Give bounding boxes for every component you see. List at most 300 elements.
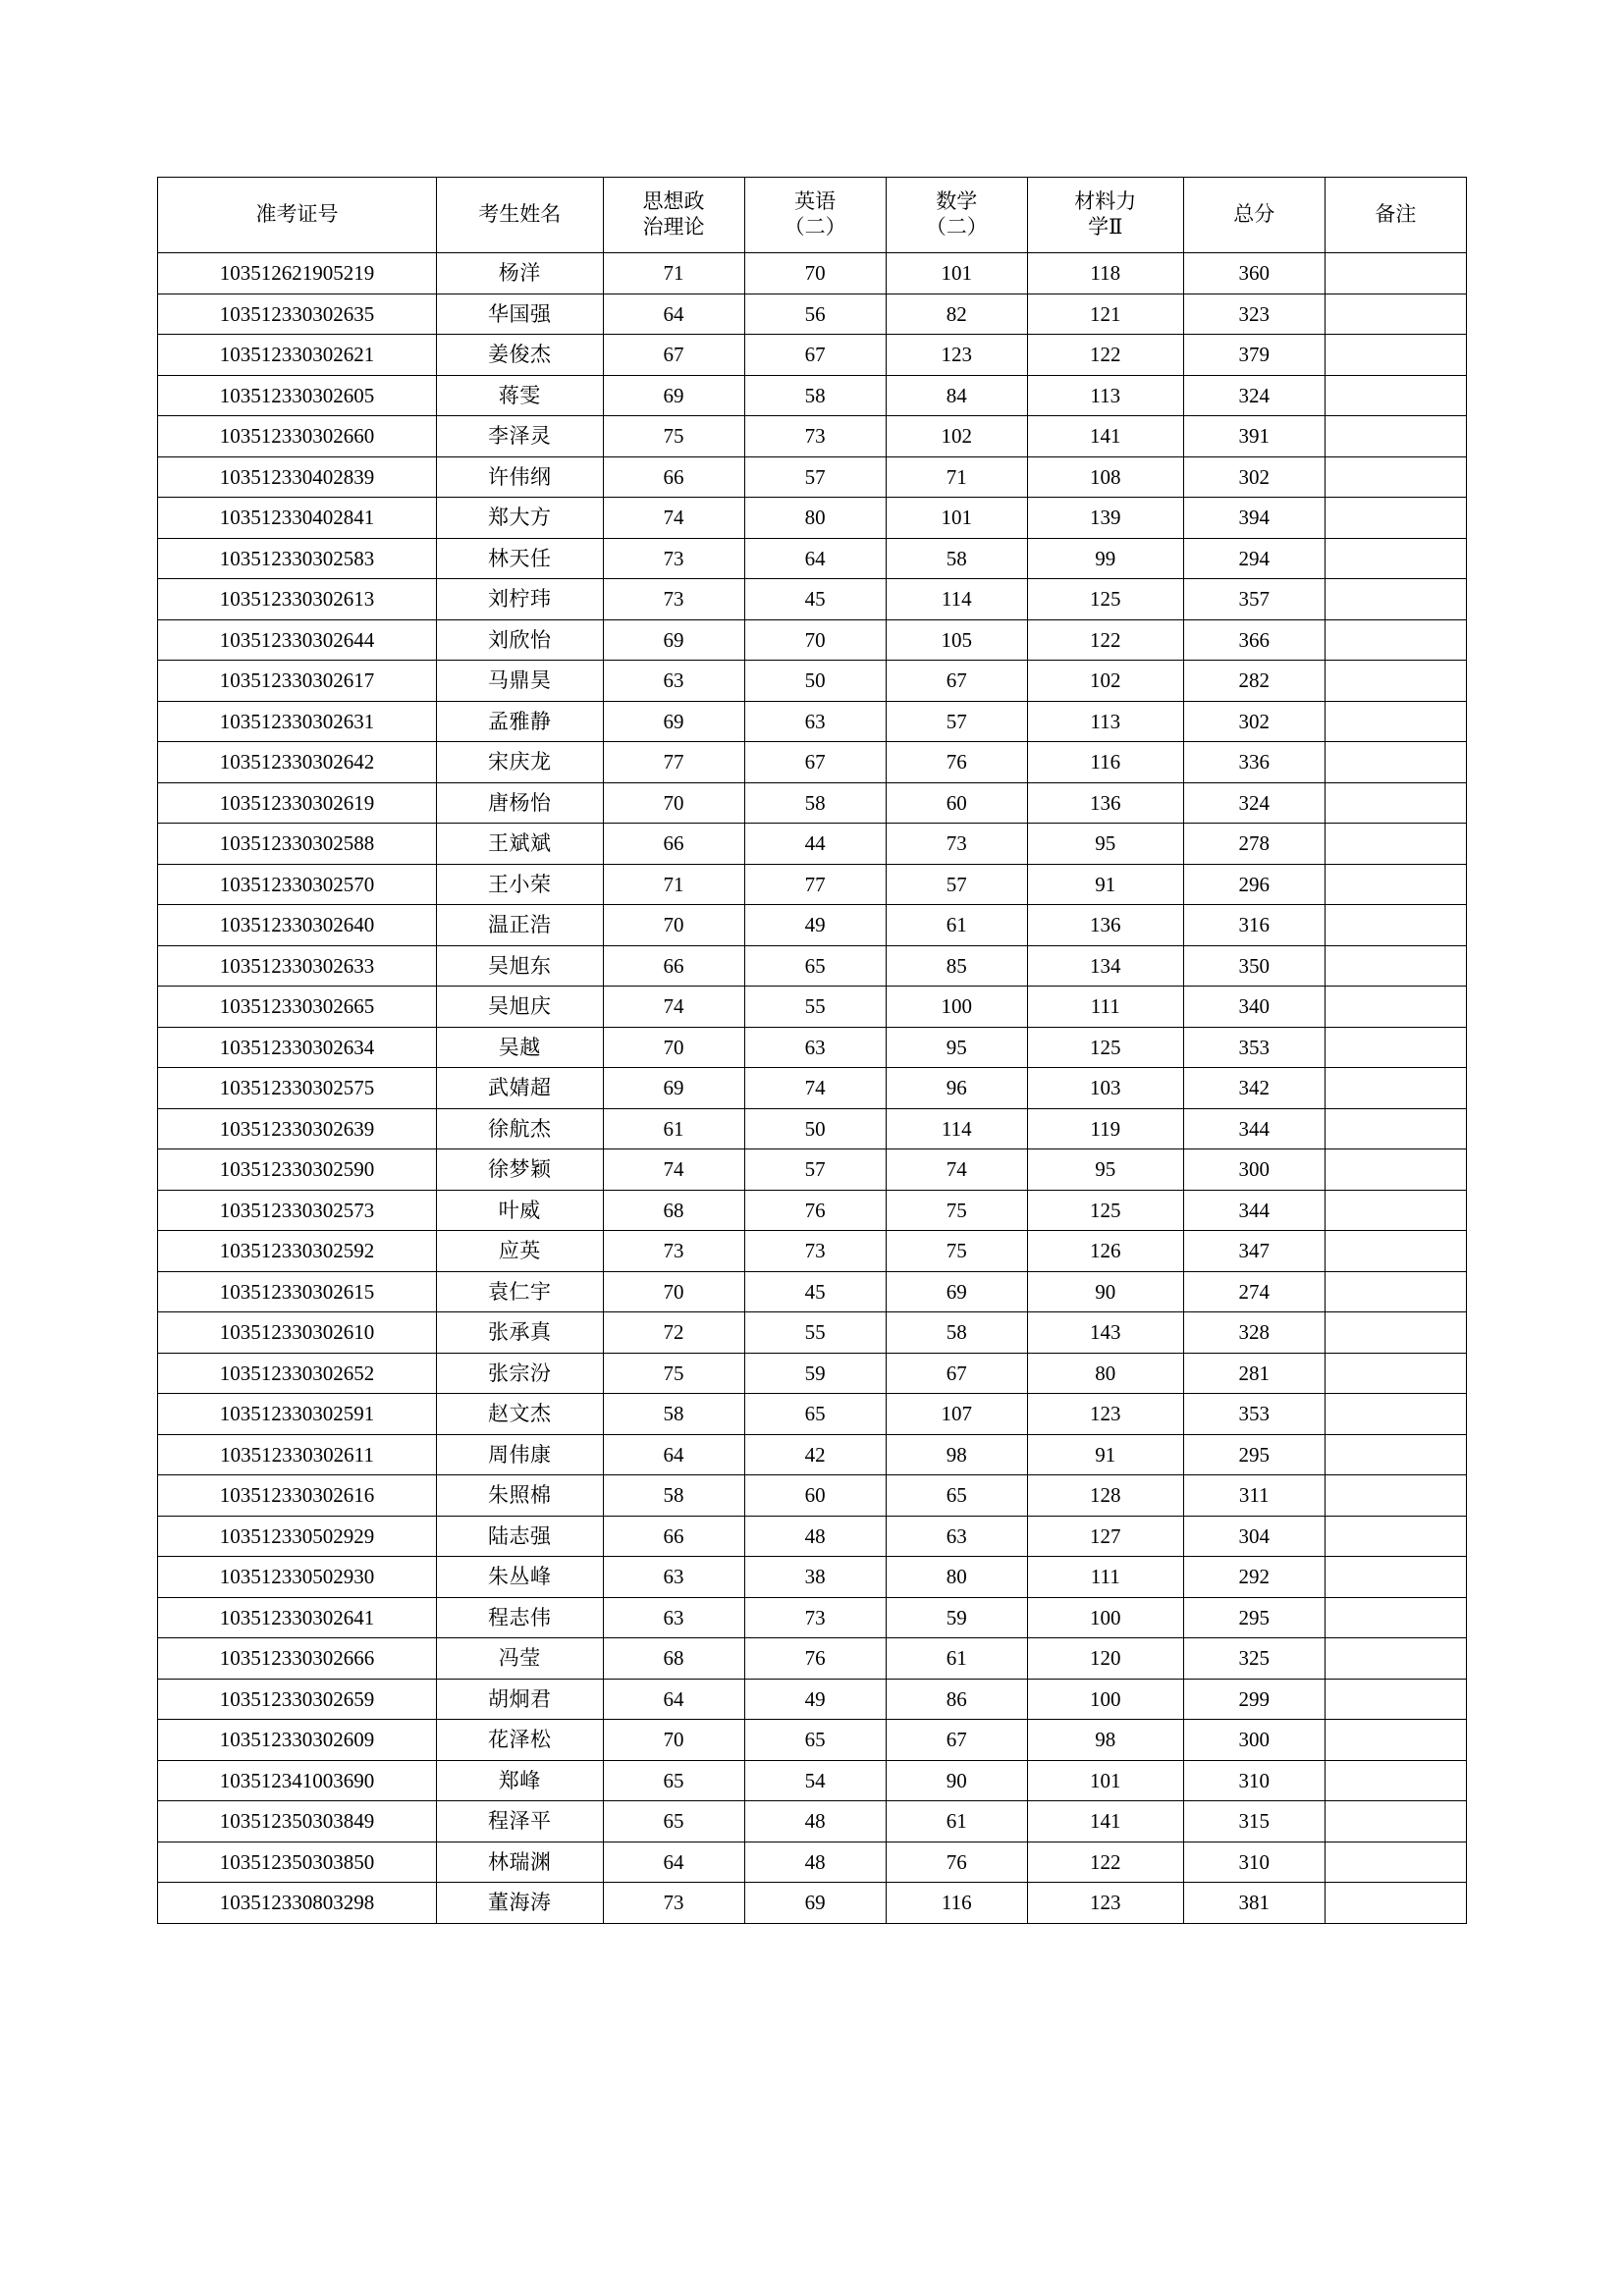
cell-mechanics: 123 [1027, 1883, 1183, 1924]
cell-english: 55 [744, 987, 886, 1028]
cell-mechanics: 122 [1027, 335, 1183, 376]
cell-politics: 63 [603, 1597, 744, 1638]
cell-total: 300 [1183, 1720, 1325, 1761]
cell-name: 张宗汾 [436, 1353, 603, 1394]
column-header-math [886, 178, 1027, 253]
table-row [158, 1760, 1467, 1801]
cell-remark [1325, 1760, 1466, 1801]
cell-admission_no: 103512330502929 [158, 1516, 437, 1557]
cell-admission_no: 103512330302609 [158, 1720, 437, 1761]
cell-admission_no: 103512330302631 [158, 701, 437, 742]
cell-mechanics: 120 [1027, 1638, 1183, 1680]
cell-admission_no: 103512330302659 [158, 1679, 437, 1720]
cell-name: 叶威 [436, 1190, 603, 1231]
cell-total: 366 [1183, 619, 1325, 661]
cell-mechanics: 111 [1027, 1557, 1183, 1598]
table-row [158, 1190, 1467, 1231]
cell-math: 105 [886, 619, 1027, 661]
cell-total: 357 [1183, 579, 1325, 620]
cell-total: 296 [1183, 864, 1325, 905]
cell-math: 65 [886, 1475, 1027, 1517]
cell-remark [1325, 1108, 1466, 1149]
cell-english: 48 [744, 1842, 886, 1883]
table-row [158, 945, 1467, 987]
cell-mechanics: 143 [1027, 1312, 1183, 1354]
cell-name: 杨洋 [436, 253, 603, 294]
cell-remark [1325, 987, 1466, 1028]
cell-mechanics: 121 [1027, 294, 1183, 335]
cell-remark [1325, 824, 1466, 865]
cell-english: 57 [744, 456, 886, 498]
cell-name: 朱丛峰 [436, 1557, 603, 1598]
cell-admission_no: 103512330302570 [158, 864, 437, 905]
table-row [158, 375, 1467, 416]
cell-total: 381 [1183, 1883, 1325, 1924]
cell-admission_no: 103512330302575 [158, 1068, 437, 1109]
cell-total: 344 [1183, 1190, 1325, 1231]
cell-mechanics: 134 [1027, 945, 1183, 987]
table-row [158, 1679, 1467, 1720]
cell-math: 101 [886, 498, 1027, 539]
cell-name: 郑大方 [436, 498, 603, 539]
cell-name: 徐航杰 [436, 1108, 603, 1149]
cell-math: 60 [886, 782, 1027, 824]
cell-total: 328 [1183, 1312, 1325, 1354]
cell-math: 116 [886, 1883, 1027, 1924]
cell-remark [1325, 456, 1466, 498]
table-row [158, 538, 1467, 579]
cell-name: 赵文杰 [436, 1394, 603, 1435]
cell-admission_no: 103512330302615 [158, 1271, 437, 1312]
cell-english: 73 [744, 416, 886, 457]
cell-english: 55 [744, 1312, 886, 1354]
cell-english: 70 [744, 619, 886, 661]
cell-english: 44 [744, 824, 886, 865]
cell-math: 95 [886, 1027, 1027, 1068]
cell-mechanics: 95 [1027, 824, 1183, 865]
cell-mechanics: 118 [1027, 253, 1183, 294]
table-row [158, 294, 1467, 335]
cell-total: 340 [1183, 987, 1325, 1028]
column-header-remark [1325, 178, 1466, 253]
cell-mechanics: 98 [1027, 1720, 1183, 1761]
cell-politics: 73 [603, 579, 744, 620]
cell-remark [1325, 1068, 1466, 1109]
column-header-line: 考生姓名 [478, 202, 562, 227]
cell-name: 温正浩 [436, 905, 603, 946]
cell-admission_no: 103512330302588 [158, 824, 437, 865]
cell-politics: 67 [603, 335, 744, 376]
cell-total: 316 [1183, 905, 1325, 946]
cell-politics: 74 [603, 987, 744, 1028]
cell-admission_no: 103512621905219 [158, 253, 437, 294]
cell-english: 45 [744, 579, 886, 620]
column-header-line: 思想政 [642, 189, 705, 214]
cell-remark [1325, 1475, 1466, 1517]
cell-admission_no: 103512330302635 [158, 294, 437, 335]
table-row [158, 1475, 1467, 1517]
cell-mechanics: 113 [1027, 701, 1183, 742]
table-row [158, 1720, 1467, 1761]
cell-admission_no: 103512330502930 [158, 1557, 437, 1598]
cell-name: 吴越 [436, 1027, 603, 1068]
cell-total: 344 [1183, 1108, 1325, 1149]
cell-mechanics: 123 [1027, 1394, 1183, 1435]
cell-total: 282 [1183, 661, 1325, 702]
cell-total: 379 [1183, 335, 1325, 376]
cell-remark [1325, 1638, 1466, 1680]
cell-name: 袁仁宇 [436, 1271, 603, 1312]
cell-politics: 61 [603, 1108, 744, 1149]
table-row [158, 1638, 1467, 1680]
cell-name: 董海涛 [436, 1883, 603, 1924]
cell-math: 98 [886, 1434, 1027, 1475]
cell-english: 73 [744, 1597, 886, 1638]
cell-politics: 69 [603, 1068, 744, 1109]
cell-math: 67 [886, 661, 1027, 702]
table-row [158, 1231, 1467, 1272]
cell-admission_no: 103512330302640 [158, 905, 437, 946]
cell-admission_no: 103512330302666 [158, 1638, 437, 1680]
cell-math: 107 [886, 1394, 1027, 1435]
cell-politics: 63 [603, 661, 744, 702]
table-row [158, 1353, 1467, 1394]
cell-remark [1325, 1149, 1466, 1191]
cell-math: 61 [886, 1638, 1027, 1680]
cell-total: 323 [1183, 294, 1325, 335]
cell-total: 324 [1183, 375, 1325, 416]
cell-name: 李泽灵 [436, 416, 603, 457]
table-row [158, 619, 1467, 661]
cell-admission_no: 103512330302641 [158, 1597, 437, 1638]
cell-math: 102 [886, 416, 1027, 457]
cell-remark [1325, 416, 1466, 457]
cell-total: 302 [1183, 456, 1325, 498]
table-row [158, 1027, 1467, 1068]
cell-name: 蒋雯 [436, 375, 603, 416]
cell-politics: 64 [603, 1434, 744, 1475]
cell-mechanics: 108 [1027, 456, 1183, 498]
cell-english: 58 [744, 782, 886, 824]
cell-politics: 71 [603, 253, 744, 294]
table-row [158, 1557, 1467, 1598]
cell-total: 274 [1183, 1271, 1325, 1312]
cell-politics: 75 [603, 1353, 744, 1394]
cell-admission_no: 103512330302592 [158, 1231, 437, 1272]
cell-english: 73 [744, 1231, 886, 1272]
cell-mechanics: 122 [1027, 1842, 1183, 1883]
cell-mechanics: 125 [1027, 1027, 1183, 1068]
table-row [158, 905, 1467, 946]
column-header-line: （二） [925, 215, 988, 239]
cell-math: 75 [886, 1190, 1027, 1231]
cell-politics: 70 [603, 1271, 744, 1312]
cell-remark [1325, 253, 1466, 294]
cell-mechanics: 125 [1027, 1190, 1183, 1231]
cell-remark [1325, 335, 1466, 376]
cell-remark [1325, 945, 1466, 987]
cell-remark [1325, 742, 1466, 783]
cell-mechanics: 103 [1027, 1068, 1183, 1109]
cell-total: 391 [1183, 416, 1325, 457]
cell-remark [1325, 1231, 1466, 1272]
cell-math: 73 [886, 824, 1027, 865]
column-header-line: （二） [784, 215, 846, 239]
cell-politics: 73 [603, 538, 744, 579]
cell-admission_no: 103512341003690 [158, 1760, 437, 1801]
cell-admission_no: 103512330302642 [158, 742, 437, 783]
cell-remark [1325, 1434, 1466, 1475]
column-header-name [436, 178, 603, 253]
cell-remark [1325, 538, 1466, 579]
cell-admission_no: 103512330302611 [158, 1434, 437, 1475]
cell-english: 54 [744, 1760, 886, 1801]
cell-remark [1325, 498, 1466, 539]
table-row [158, 864, 1467, 905]
cell-math: 59 [886, 1597, 1027, 1638]
table-row [158, 742, 1467, 783]
cell-math: 114 [886, 579, 1027, 620]
cell-english: 63 [744, 1027, 886, 1068]
cell-name: 刘柠玮 [436, 579, 603, 620]
score-table [157, 177, 1467, 1924]
cell-total: 336 [1183, 742, 1325, 783]
cell-politics: 77 [603, 742, 744, 783]
cell-math: 67 [886, 1720, 1027, 1761]
column-header-line: 备注 [1375, 202, 1417, 227]
cell-politics: 64 [603, 294, 744, 335]
cell-name: 朱照棉 [436, 1475, 603, 1517]
cell-name: 宋庆龙 [436, 742, 603, 783]
cell-name: 王斌斌 [436, 824, 603, 865]
cell-name: 冯莹 [436, 1638, 603, 1680]
cell-math: 69 [886, 1271, 1027, 1312]
cell-total: 324 [1183, 782, 1325, 824]
cell-name: 周伟康 [436, 1434, 603, 1475]
cell-mechanics: 116 [1027, 742, 1183, 783]
cell-politics: 70 [603, 1720, 744, 1761]
cell-mechanics: 136 [1027, 905, 1183, 946]
cell-remark [1325, 579, 1466, 620]
column-header-line: 数学 [936, 189, 978, 214]
table-row [158, 1108, 1467, 1149]
cell-math: 85 [886, 945, 1027, 987]
column-header-mechanics [1027, 178, 1183, 253]
cell-remark [1325, 782, 1466, 824]
cell-name: 武婧超 [436, 1068, 603, 1109]
cell-admission_no: 103512330302660 [158, 416, 437, 457]
cell-total: 299 [1183, 1679, 1325, 1720]
cell-math: 61 [886, 905, 1027, 946]
cell-mechanics: 122 [1027, 619, 1183, 661]
cell-politics: 70 [603, 1027, 744, 1068]
cell-english: 67 [744, 742, 886, 783]
cell-remark [1325, 1720, 1466, 1761]
cell-math: 74 [886, 1149, 1027, 1191]
cell-english: 74 [744, 1068, 886, 1109]
cell-mechanics: 100 [1027, 1597, 1183, 1638]
column-header-line: 治理论 [642, 215, 705, 239]
cell-mechanics: 141 [1027, 416, 1183, 457]
cell-remark [1325, 1557, 1466, 1598]
cell-total: 360 [1183, 253, 1325, 294]
cell-mechanics: 91 [1027, 864, 1183, 905]
cell-admission_no: 103512330302616 [158, 1475, 437, 1517]
cell-name: 姜俊杰 [436, 335, 603, 376]
cell-math: 57 [886, 864, 1027, 905]
cell-politics: 64 [603, 1679, 744, 1720]
cell-admission_no: 103512330302652 [158, 1353, 437, 1394]
cell-admission_no: 103512330302633 [158, 945, 437, 987]
cell-politics: 72 [603, 1312, 744, 1354]
cell-name: 刘欣怡 [436, 619, 603, 661]
cell-total: 294 [1183, 538, 1325, 579]
column-header-admission_no [158, 178, 437, 253]
table-row [158, 1394, 1467, 1435]
cell-admission_no: 103512330803298 [158, 1883, 437, 1924]
cell-admission_no: 103512330302621 [158, 335, 437, 376]
cell-math: 101 [886, 253, 1027, 294]
column-header-line: 总分 [1233, 202, 1275, 227]
cell-admission_no: 103512350303849 [158, 1801, 437, 1842]
cell-total: 353 [1183, 1027, 1325, 1068]
cell-total: 315 [1183, 1801, 1325, 1842]
table-row [158, 335, 1467, 376]
cell-mechanics: 127 [1027, 1516, 1183, 1557]
cell-total: 278 [1183, 824, 1325, 865]
cell-english: 49 [744, 1679, 886, 1720]
cell-total: 310 [1183, 1842, 1325, 1883]
cell-politics: 66 [603, 1516, 744, 1557]
cell-remark [1325, 1312, 1466, 1354]
cell-remark [1325, 661, 1466, 702]
table-row [158, 416, 1467, 457]
table-row [158, 1883, 1467, 1924]
cell-remark [1325, 1842, 1466, 1883]
cell-total: 394 [1183, 498, 1325, 539]
cell-math: 58 [886, 538, 1027, 579]
cell-mechanics: 113 [1027, 375, 1183, 416]
cell-admission_no: 103512330302610 [158, 1312, 437, 1354]
cell-total: 295 [1183, 1597, 1325, 1638]
cell-math: 57 [886, 701, 1027, 742]
cell-english: 69 [744, 1883, 886, 1924]
cell-math: 75 [886, 1231, 1027, 1272]
cell-name: 徐梦颖 [436, 1149, 603, 1191]
cell-mechanics: 111 [1027, 987, 1183, 1028]
cell-mechanics: 100 [1027, 1679, 1183, 1720]
cell-name: 陆志强 [436, 1516, 603, 1557]
cell-admission_no: 103512330302591 [158, 1394, 437, 1435]
cell-mechanics: 95 [1027, 1149, 1183, 1191]
table-row [158, 579, 1467, 620]
cell-math: 80 [886, 1557, 1027, 1598]
cell-english: 42 [744, 1434, 886, 1475]
cell-english: 65 [744, 1720, 886, 1761]
cell-english: 49 [744, 905, 886, 946]
column-header-line: 英语 [794, 189, 837, 214]
cell-politics: 73 [603, 1883, 744, 1924]
cell-total: 311 [1183, 1475, 1325, 1517]
cell-politics: 66 [603, 824, 744, 865]
table-row [158, 824, 1467, 865]
cell-total: 325 [1183, 1638, 1325, 1680]
cell-english: 76 [744, 1638, 886, 1680]
cell-admission_no: 103512330402839 [158, 456, 437, 498]
cell-mechanics: 91 [1027, 1434, 1183, 1475]
cell-remark [1325, 1027, 1466, 1068]
column-header-politics [603, 178, 744, 253]
cell-math: 63 [886, 1516, 1027, 1557]
cell-total: 281 [1183, 1353, 1325, 1394]
table-row [158, 1068, 1467, 1109]
cell-admission_no: 103512330302644 [158, 619, 437, 661]
cell-politics: 74 [603, 498, 744, 539]
cell-remark [1325, 1353, 1466, 1394]
table-row [158, 1271, 1467, 1312]
cell-remark [1325, 1516, 1466, 1557]
cell-math: 67 [886, 1353, 1027, 1394]
table-row [158, 782, 1467, 824]
cell-name: 林瑞渊 [436, 1842, 603, 1883]
table-row [158, 498, 1467, 539]
cell-english: 67 [744, 335, 886, 376]
cell-total: 342 [1183, 1068, 1325, 1109]
table-row [158, 987, 1467, 1028]
cell-math: 82 [886, 294, 1027, 335]
cell-english: 38 [744, 1557, 886, 1598]
cell-name: 应英 [436, 1231, 603, 1272]
cell-math: 76 [886, 1842, 1027, 1883]
cell-english: 63 [744, 701, 886, 742]
cell-politics: 65 [603, 1801, 744, 1842]
cell-admission_no: 103512330302573 [158, 1190, 437, 1231]
cell-math: 84 [886, 375, 1027, 416]
cell-mechanics: 126 [1027, 1231, 1183, 1272]
cell-politics: 69 [603, 375, 744, 416]
table-header [158, 178, 1467, 253]
cell-english: 70 [744, 253, 886, 294]
cell-total: 302 [1183, 701, 1325, 742]
cell-name: 唐杨怡 [436, 782, 603, 824]
cell-remark [1325, 1190, 1466, 1231]
cell-politics: 70 [603, 905, 744, 946]
cell-mechanics: 80 [1027, 1353, 1183, 1394]
cell-politics: 64 [603, 1842, 744, 1883]
cell-english: 56 [744, 294, 886, 335]
cell-remark [1325, 375, 1466, 416]
cell-politics: 69 [603, 701, 744, 742]
cell-admission_no: 103512330302634 [158, 1027, 437, 1068]
table-row [158, 253, 1467, 294]
table-row [158, 1516, 1467, 1557]
cell-math: 58 [886, 1312, 1027, 1354]
cell-mechanics: 139 [1027, 498, 1183, 539]
cell-politics: 68 [603, 1638, 744, 1680]
cell-mechanics: 90 [1027, 1271, 1183, 1312]
cell-politics: 74 [603, 1149, 744, 1191]
cell-math: 86 [886, 1679, 1027, 1720]
cell-remark [1325, 864, 1466, 905]
cell-remark [1325, 619, 1466, 661]
column-header-line: 材料力 [1074, 189, 1137, 214]
cell-mechanics: 136 [1027, 782, 1183, 824]
cell-name: 马鼎昊 [436, 661, 603, 702]
cell-math: 96 [886, 1068, 1027, 1109]
cell-admission_no: 103512330302590 [158, 1149, 437, 1191]
cell-total: 347 [1183, 1231, 1325, 1272]
cell-remark [1325, 905, 1466, 946]
